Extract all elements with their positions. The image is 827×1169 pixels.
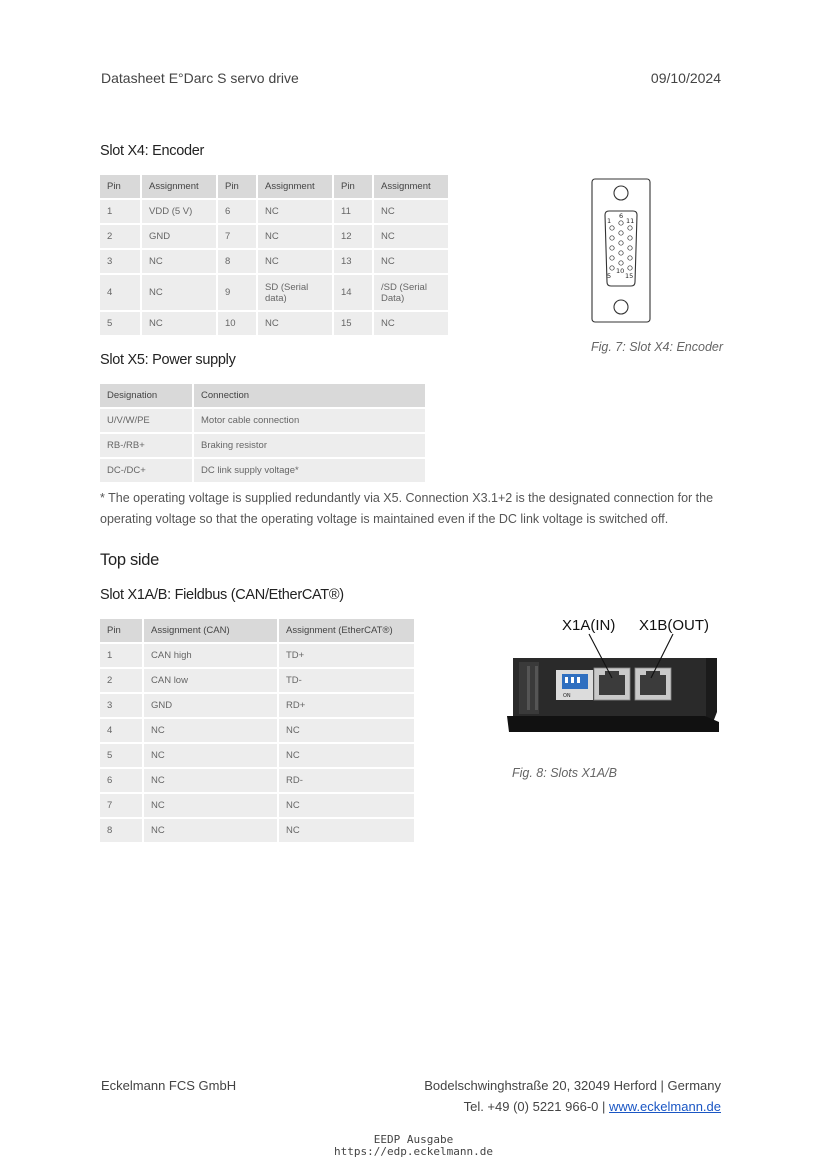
table-row: [100, 459, 425, 482]
table-cell: 13: [334, 250, 372, 273]
pin-label: 11: [626, 217, 635, 225]
table-cell: NC: [374, 225, 448, 248]
table-cell: VDD (5 V): [142, 200, 216, 223]
table-row: [100, 409, 425, 432]
x1-col-pin: Pin: [100, 619, 142, 642]
website-link[interactable]: www.eckelmann.de: [609, 1099, 721, 1114]
table-cell: 7: [100, 794, 142, 817]
x4-col-pin-3: Pin: [334, 175, 372, 198]
table-row: [100, 250, 448, 273]
table-cell: NC: [144, 719, 277, 742]
table-row: [100, 312, 448, 335]
table-cell: 6: [100, 769, 142, 792]
table-cell: NC: [258, 225, 332, 248]
x4-col-pin-2: Pin: [218, 175, 256, 198]
table-cell: RD-: [279, 769, 414, 792]
table-cell: 8: [218, 250, 256, 273]
x1b-label: X1B(OUT): [639, 617, 710, 634]
table-cell: RB-/RB+: [100, 434, 192, 457]
table-cell: 3: [100, 250, 140, 273]
table-cell: GND: [142, 225, 216, 248]
table-cell: 1: [100, 200, 140, 223]
x5-heading: Slot X5: Power supply: [100, 352, 236, 368]
table-cell: NC: [142, 250, 216, 273]
table-cell: U/V/W/PE: [100, 409, 192, 432]
table-cell: 12: [334, 225, 372, 248]
table-row: [100, 769, 414, 792]
table-cell: 4: [100, 275, 140, 310]
table-row: [100, 200, 448, 223]
table-cell: TD-: [279, 669, 414, 692]
figure-8-caption: Fig. 8: Slots X1A/B: [512, 766, 617, 780]
table-row: [100, 669, 414, 692]
x5-col-connection: Connection: [194, 384, 425, 407]
table-cell: NC: [142, 275, 216, 310]
table-cell: CAN low: [144, 669, 277, 692]
x4-col-assignment-3: Assignment: [374, 175, 448, 198]
table-row: [100, 794, 414, 817]
table-cell: /SD (Serial Data): [374, 275, 448, 310]
table-cell: RD+: [279, 694, 414, 717]
table-cell: 5: [100, 744, 142, 767]
table-cell: NC: [374, 312, 448, 335]
table-row: [100, 275, 448, 310]
table-cell: 15: [334, 312, 372, 335]
x4-table: [98, 173, 450, 337]
document-title: Datasheet E°Darc S servo drive: [101, 70, 299, 86]
x5-header-row: [100, 384, 425, 407]
x1-col-can: Assignment (CAN): [144, 619, 277, 642]
table-cell: Motor cable connection: [194, 409, 425, 432]
footer-tel: Tel. +49 (0) 5221 966-0 |: [463, 1099, 606, 1114]
table-cell: GND: [144, 694, 277, 717]
pin-label: 10: [616, 267, 625, 275]
table-cell: SD (Serial data): [258, 275, 332, 310]
table-row: [100, 819, 414, 842]
table-cell: 6: [218, 200, 256, 223]
table-cell: 1: [100, 644, 142, 667]
x4-header-row: [100, 175, 448, 198]
footer-address: Bodelschwinghstraße 20, 32049 Herford | Germany: [424, 1078, 721, 1093]
top-side-heading: Top side: [100, 551, 160, 569]
table-cell: Braking resistor: [194, 434, 425, 457]
x4-heading: Slot X4: Encoder: [100, 143, 205, 159]
table-row: [100, 744, 414, 767]
table-cell: 4: [100, 719, 142, 742]
table-cell: 14: [334, 275, 372, 310]
table-row: [100, 434, 425, 457]
x5-table: [98, 382, 427, 484]
table-cell: NC: [374, 250, 448, 273]
table-cell: NC: [144, 769, 277, 792]
table-cell: NC: [144, 819, 277, 842]
table-cell: 3: [100, 694, 142, 717]
table-cell: 11: [334, 200, 372, 223]
table-cell: NC: [142, 312, 216, 335]
switch-on-label: ON: [563, 693, 571, 699]
document-date: 09/10/2024: [650, 70, 721, 86]
table-cell: 8: [100, 819, 142, 842]
table-cell: DC-/DC+: [100, 459, 192, 482]
table-cell: NC: [279, 719, 414, 742]
table-cell: TD+: [279, 644, 414, 667]
table-row: [100, 644, 414, 667]
table-cell: NC: [144, 744, 277, 767]
table-cell: NC: [374, 200, 448, 223]
pin-label: 5: [607, 272, 612, 280]
operating-voltage-note: * The operating voltage is supplied redundantly via X5. Connection X3.1+2 is the designated connection for the operating voltage so that the operating voltage is maintained even if the DC link voltage is switched off.: [100, 491, 714, 526]
table-cell: NC: [279, 744, 414, 767]
table-cell: 10: [218, 312, 256, 335]
table-cell: 9: [218, 275, 256, 310]
fieldbus-slots-figure: [505, 612, 720, 734]
pin-label: 15: [625, 272, 634, 280]
pin-label: 1: [607, 217, 612, 225]
table-cell: NC: [144, 794, 277, 817]
table-cell: 7: [218, 225, 256, 248]
table-cell: NC: [258, 312, 332, 335]
stamp-line-2: https://edp.eckelmann.de: [334, 1145, 493, 1158]
table-cell: DC link supply voltage*: [194, 459, 425, 482]
table-cell: 2: [100, 225, 140, 248]
table-cell: NC: [279, 819, 414, 842]
edp-stamp: [0, 1134, 827, 1158]
x1-table: [98, 617, 416, 844]
footer-contact: [464, 1099, 721, 1114]
table-row: [100, 225, 448, 248]
table-cell: 5: [100, 312, 140, 335]
x5-col-designation: Designation: [100, 384, 192, 407]
x4-col-assignment-2: Assignment: [258, 175, 332, 198]
x1-header-row: [100, 619, 414, 642]
table-cell: NC: [258, 200, 332, 223]
table-row: [100, 694, 414, 717]
table-cell: NC: [279, 794, 414, 817]
pin-label: 6: [619, 212, 624, 220]
table-cell: CAN high: [144, 644, 277, 667]
x1a-label: X1A(IN): [562, 617, 616, 634]
figure-7-caption: Fig. 7: Slot X4: Encoder: [591, 340, 724, 354]
table-row: [100, 719, 414, 742]
table-cell: 2: [100, 669, 142, 692]
stamp-line-1: EEDP Ausgabe: [373, 1133, 454, 1146]
x4-col-pin-1: Pin: [100, 175, 140, 198]
x1-col-ethercat: Assignment (EtherCAT®): [279, 619, 414, 642]
table-cell: NC: [258, 250, 332, 273]
dsub-connector-figure: [588, 176, 654, 326]
x1-heading: Slot X1A/B: Fieldbus (CAN/EtherCAT®): [100, 587, 344, 603]
footer-company: Eckelmann FCS GmbH: [101, 1078, 237, 1093]
x4-col-assignment-1: Assignment: [142, 175, 216, 198]
